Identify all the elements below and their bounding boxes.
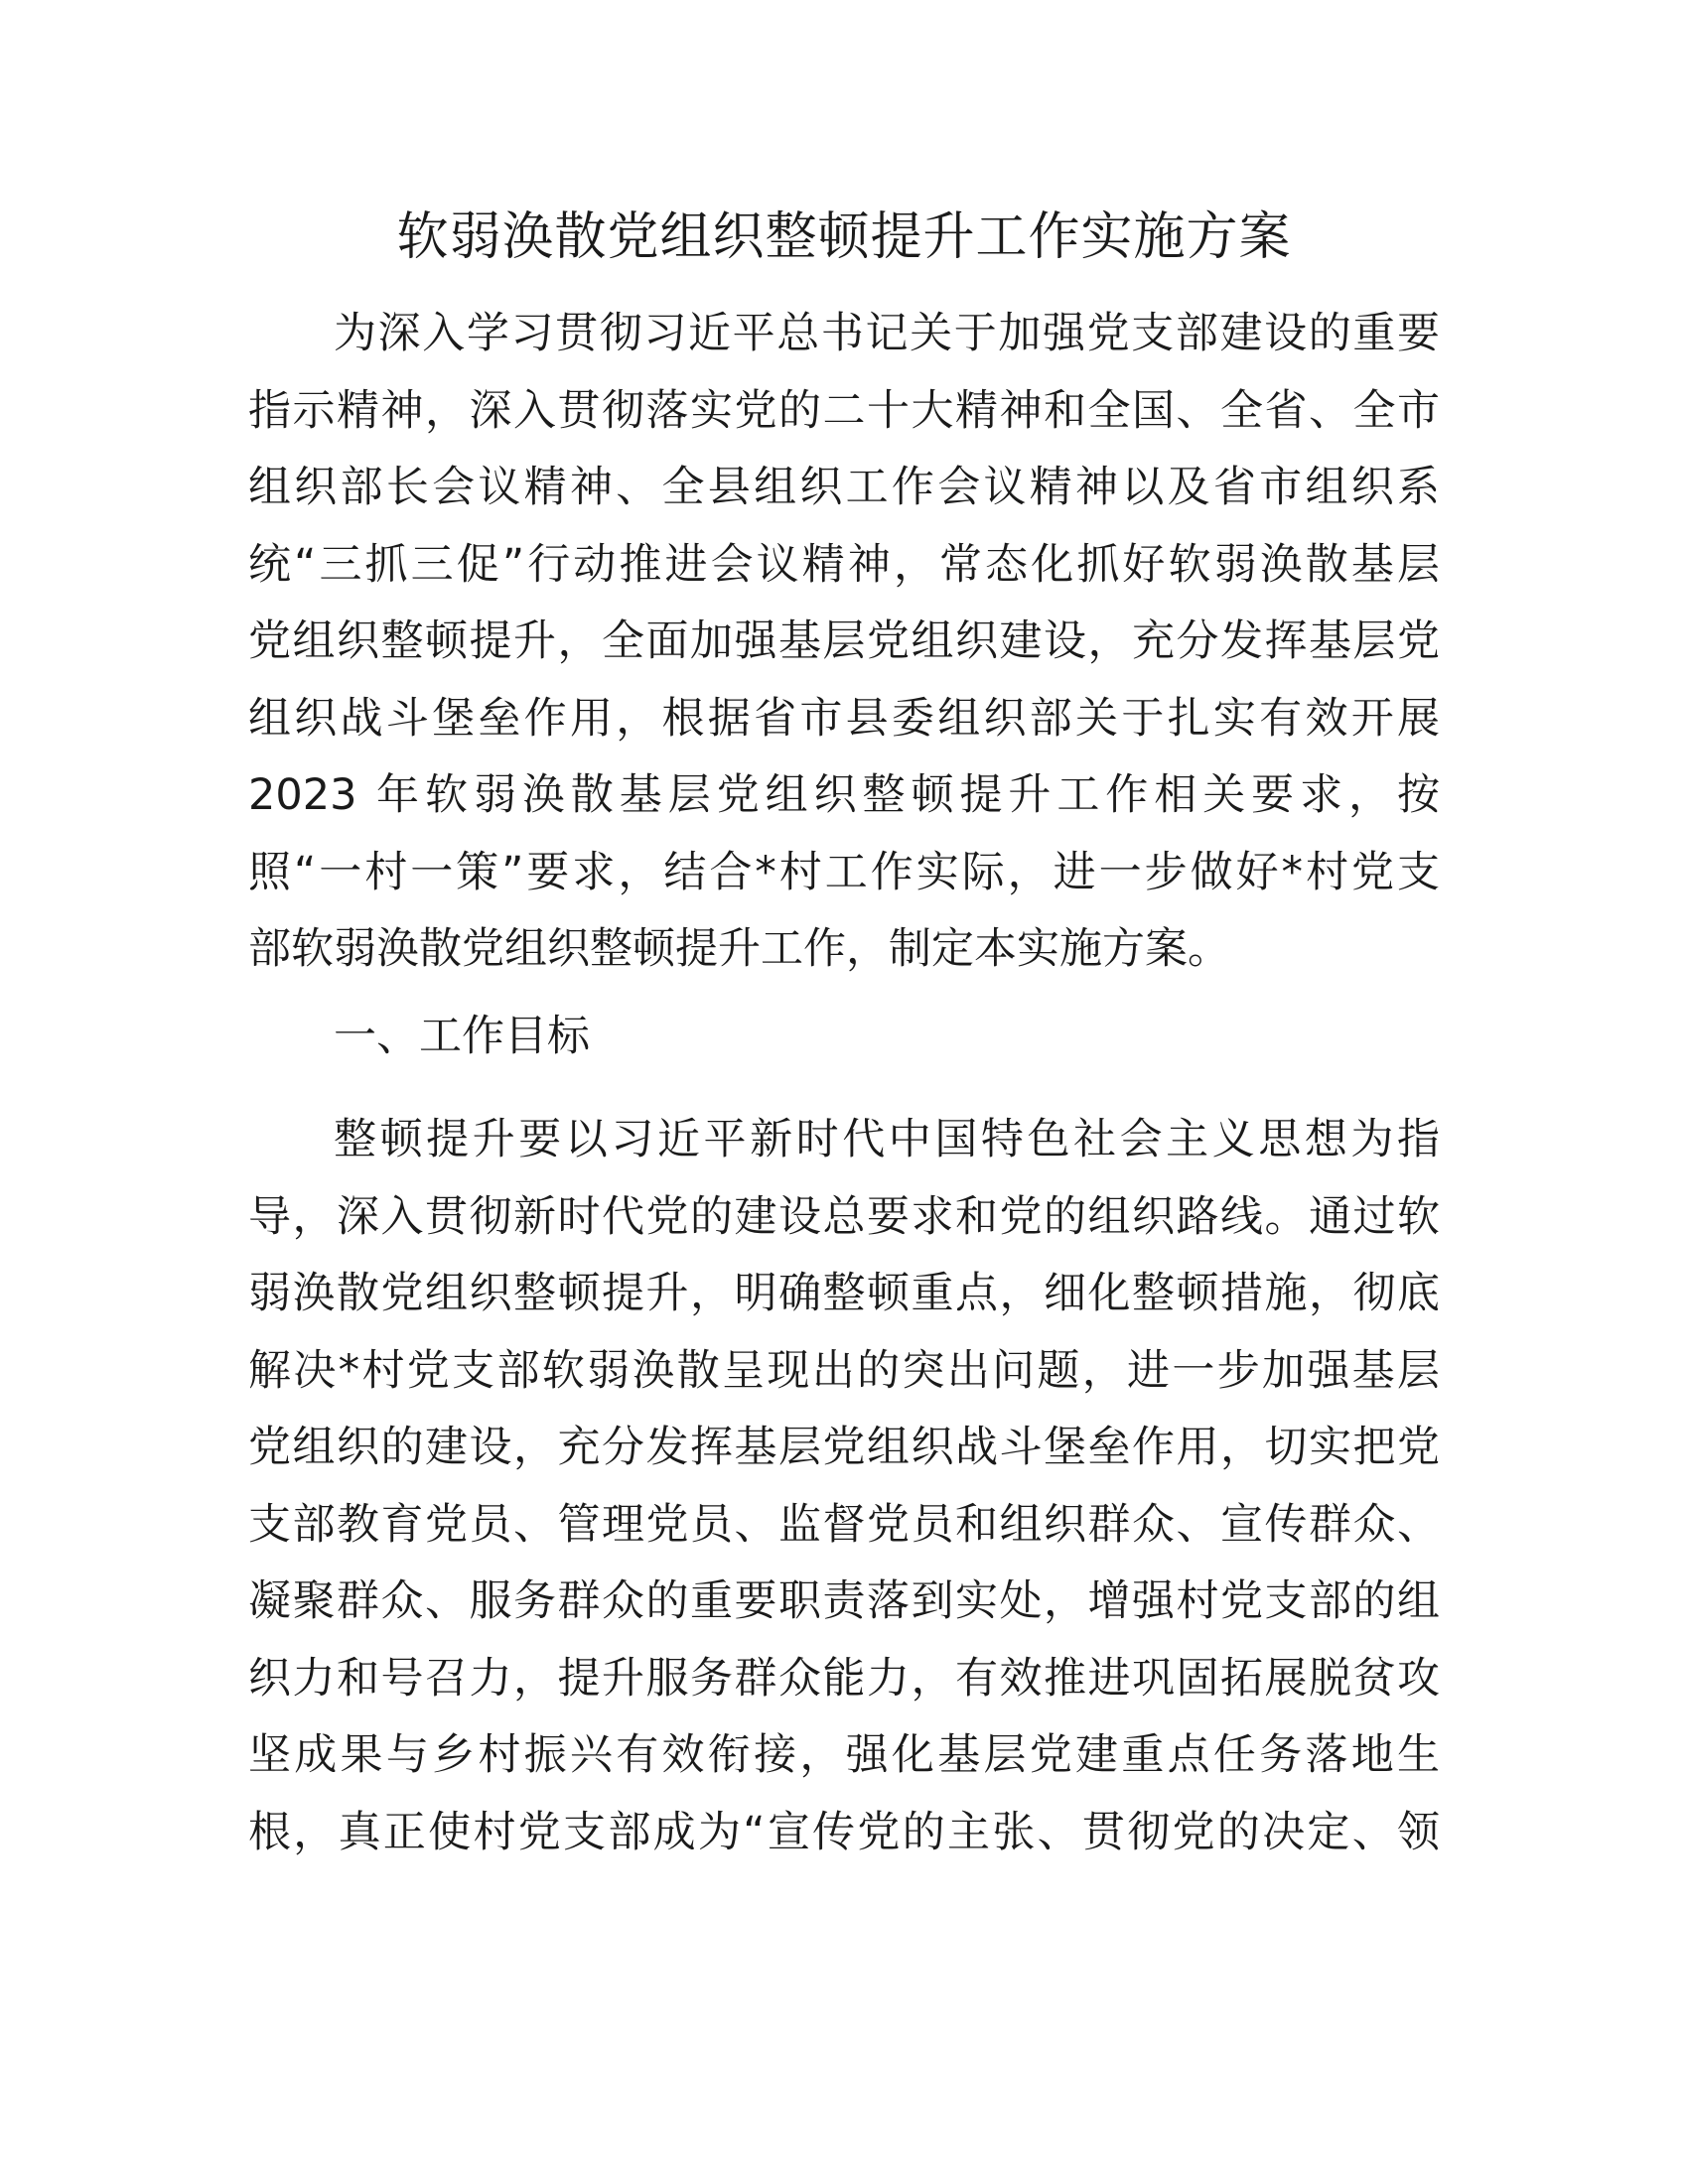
paragraph-line: 整顿提升要以习近平新时代中国特色社会主义思想为指 — [334, 1115, 1440, 1164]
paragraph-line: 2023 年软弱涣散基层党组织整顿提升工作相关要求，按 — [248, 770, 1440, 820]
goals-paragraph — [248, 1102, 1440, 1871]
paragraph-line: 弱涣散党组织整顿提升，明确整顿重点，细化整顿措施，彻底 — [248, 1269, 1440, 1318]
intro-paragraph — [248, 296, 1440, 989]
paragraph-line: 党组织整顿提升，全面加强基层党组织建设，充分发挥基层党 — [248, 616, 1440, 666]
paragraph-line: 织力和号召力，提升服务群众能力，有效推进巩固拓展脱贫攻 — [248, 1653, 1440, 1704]
paragraph-line: 党组织的建设，充分发挥基层党组织战斗堡垒作用，切实把党 — [248, 1423, 1440, 1472]
paragraph-line: 指示精神，深入贯彻落实党的二十大精神和全国、全省、全市 — [248, 385, 1440, 436]
document-title: 软弱涣散党组织整顿提升工作实施方案 — [396, 207, 1292, 267]
section-heading: 一、工作目标 — [334, 1012, 590, 1061]
paragraph-line: 导，深入贯彻新时代党的建设总要求和党的组织路线。通过软 — [248, 1191, 1440, 1242]
paragraph-line: 解决*村党支部软弱涣散呈现出的突出问题，进一步加强基层 — [248, 1345, 1440, 1396]
paragraph-line: 统“三抓三促”行动推进会议精神，常态化抓好软弱涣散基层 — [248, 539, 1440, 590]
paragraph-line: 为深入学习贯彻习近平总书记关于加强党支部建设的重要 — [334, 309, 1440, 358]
paragraph-line: 支部教育党员、管理党员、监督党员和组织群众、宣传群众、 — [248, 1499, 1440, 1550]
paragraph-line: 组织部长会议精神、全县组织工作会议精神以及省市组织系 — [248, 463, 1440, 512]
section-heading-goals — [248, 999, 1440, 1076]
paragraph-line: 照“一村一策”要求，结合*村工作实际，进一步做好*村党支 — [248, 847, 1440, 897]
paragraph-line: 坚成果与乡村振兴有效衔接，强化基层党建重点任务落地生 — [248, 1730, 1440, 1780]
paragraph-line: 组织战斗堡垒作用，根据省市县委组织部关于扎实有效开展 — [248, 693, 1440, 744]
paragraph-line: 根，真正使村党支部成为“宣传党的主张、贯彻党的决定、领 — [248, 1807, 1440, 1857]
paragraph-line: 部软弱涣散党组织整顿提升工作，制定本实施方案。 — [248, 924, 1230, 974]
paragraph-line: 凝聚群众、服务群众的重要职责落到实处，增强村党支部的组 — [248, 1576, 1440, 1626]
